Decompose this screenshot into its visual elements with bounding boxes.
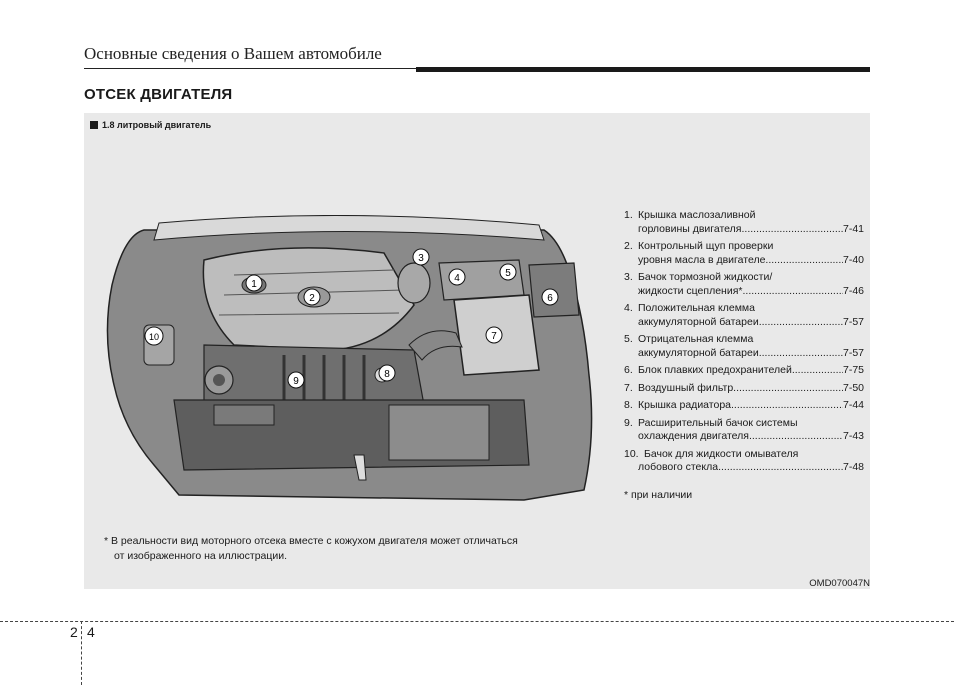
legend-item-9: 9. Расширительный бачок системы охлаждения двигателя ..... 7-43	[624, 417, 864, 444]
footnote-line-1: * В реальности вид моторного отсека вместе с кожухом двигателя может отличаться	[104, 535, 518, 547]
legend-item-7: 7. Воздушный фильтр ..... 7-50	[624, 382, 864, 396]
header-rule-thin	[84, 68, 416, 69]
illustration-footnote	[104, 534, 624, 564]
legend-item-2: 2. Контрольный щуп проверки уровня масла в двигателе ..... 7-40	[624, 240, 864, 267]
chapter-number: 2	[70, 624, 78, 640]
legend-item-8: 8. Крышка радиатора ..... 7-44	[624, 399, 864, 413]
callout-5	[500, 264, 516, 280]
callout-9	[288, 372, 304, 388]
legend-item-1: 1. Крышка маслозаливной горловины двигателя ..... 7-41	[624, 209, 864, 236]
callout-4	[449, 269, 465, 285]
illustration-panel	[84, 113, 870, 589]
callout-3	[413, 249, 429, 265]
footer-dashed-divider	[81, 621, 82, 685]
engine-variant-label: 1.8 литровый двигатель	[102, 120, 212, 130]
figure-code: OMD070047N	[809, 578, 870, 589]
callout-7	[486, 327, 502, 343]
callout-6	[542, 289, 558, 305]
svg-text:4: 4	[454, 273, 460, 284]
legend-item-3: 3. Бачок тормозной жидкости/ жидкости сцепления* ..... 7-46	[624, 271, 864, 298]
callout-8	[379, 365, 395, 381]
legend-item-5: 5. Отрицательная клемма аккумуляторной батареи ..... 7-57	[624, 333, 864, 360]
footnote-line-2: от изображенного на иллюстрации.	[114, 550, 288, 562]
callout-1	[246, 275, 262, 291]
svg-text:10: 10	[148, 332, 160, 342]
callout-2	[304, 289, 320, 305]
header-rule-thick	[416, 67, 870, 72]
svg-text:9: 9	[293, 376, 299, 387]
legend-footnote: * при наличии	[624, 488, 693, 501]
svg-text:7: 7	[491, 331, 497, 342]
page-number: 4	[87, 624, 95, 640]
svg-text:5: 5	[505, 268, 511, 279]
panel-subtitle	[90, 120, 211, 130]
section-title: ОТСЕК ДВИГАТЕЛЯ	[84, 86, 233, 103]
legend-item-10: 10. Бачок для жидкости омывателя лобового стекла ..... 7-48	[624, 448, 864, 475]
svg-text:3: 3	[418, 253, 424, 264]
square-bullet-icon	[90, 121, 98, 129]
component-legend	[624, 209, 864, 502]
svg-text:2: 2	[309, 293, 315, 304]
engine-bay-illustration	[84, 215, 610, 505]
svg-text:1: 1	[251, 279, 257, 290]
callout-10	[145, 327, 163, 345]
legend-item-6: 6. Блок плавких предохранителей ..... 7-75	[624, 364, 864, 378]
footer-dashed-rule	[0, 621, 954, 622]
header-title: Основные сведения о Вашем автомобиле	[84, 44, 382, 63]
svg-text:6: 6	[547, 293, 553, 304]
legend-item-4: 4. Положительная клемма аккумуляторной батареи ..... 7-57	[624, 302, 864, 329]
svg-text:8: 8	[384, 369, 390, 380]
